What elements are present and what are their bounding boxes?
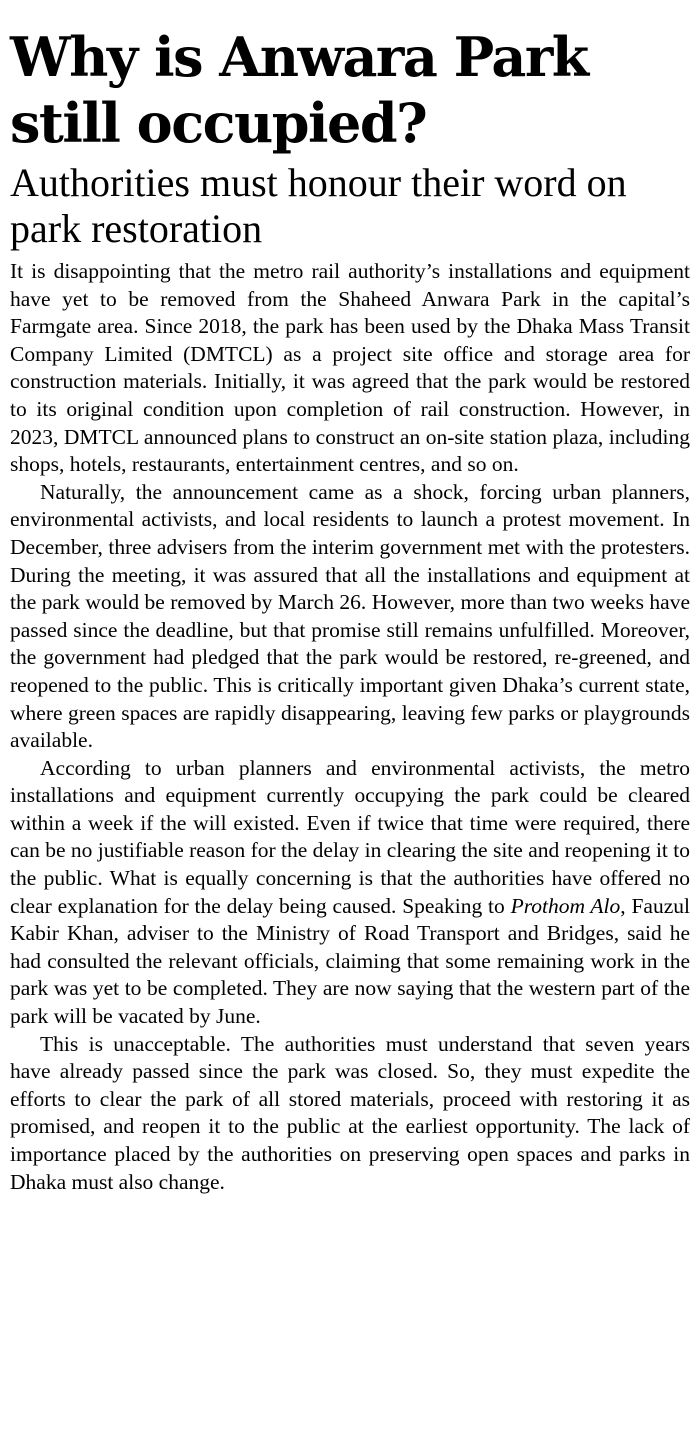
paragraph-3: [10, 755, 690, 1031]
headline: Why is Anwara Park still occupied?: [10, 25, 588, 155]
newspaper-name: Prothom Alo: [510, 893, 621, 918]
article-body: [10, 258, 690, 1196]
subheadline: Authorities must honour their word on park restoration: [10, 160, 627, 251]
paragraph-4: This is unacceptable. The authorities must understand that seven years have already passed since the park was closed. So, they must expedite the efforts to clear the park of all stored materials, proceed with restoring it as promised, and reopen it to the public at the earliest opportunity. The lack of importance placed by the authorities on preserving open spaces and parks in Dhaka must also change.: [10, 1031, 690, 1194]
paragraph-3-part-2: , Fauzul Kabir Khan, adviser to the Ministry of Road Transport and Bridges, said he had consulted the relevant officials, claiming that some remaining work in the park was yet to be completed. They are now saying that the western part of the park will be vacated by June.: [10, 893, 690, 1029]
paragraph-3-part-1: According to urban planners and environmental activists, the metro installations and equipment currently occupying the park could be cleared within a week if the will existed. Even if twice that time were required, there can be no justifiable reason for the delay in clearing the site and reopening it to the public. What is equally concerning is that the authorities have offered no clear explanation for the delay being caused. Speaking to: [10, 755, 691, 918]
editorial-article: [10, 0, 690, 1196]
paragraph-1: It is disappointing that the metro rail authority’s installations and equipment have yet to be removed from the Shaheed Anwara Park in the capital’s Farmgate area. Since 2018, the park has been used by the Dhaka Mass Transit Company Limited (DMTCL) as a project site office and storage area for construction materials. Initially, it was agreed that the park would be restored to its original condition upon completion of rail construction. However, in 2023, DMTCL announced plans to construct an on-site station plaza, including shops, hotels, restaurants, entertainment centres, and so on.: [10, 259, 690, 477]
paragraph-2: Naturally, the announcement came as a shock, forcing urban planners, environmental activists, and local residents to launch a protest movement. In December, three advisers from the interim government met with the protesters. During the meeting, it was assured that all the installations and equipment at the park would be removed by March 26. However, more than two weeks have passed since the deadline, but that promise still remains unfulfilled. Moreover, the government had pledged that the park would be restored, re-greened, and reopened to the public. This is critically important given Dhaka’s current state, where green spaces are rapidly disappearing, leaving few parks or playgrounds available.: [10, 479, 690, 753]
